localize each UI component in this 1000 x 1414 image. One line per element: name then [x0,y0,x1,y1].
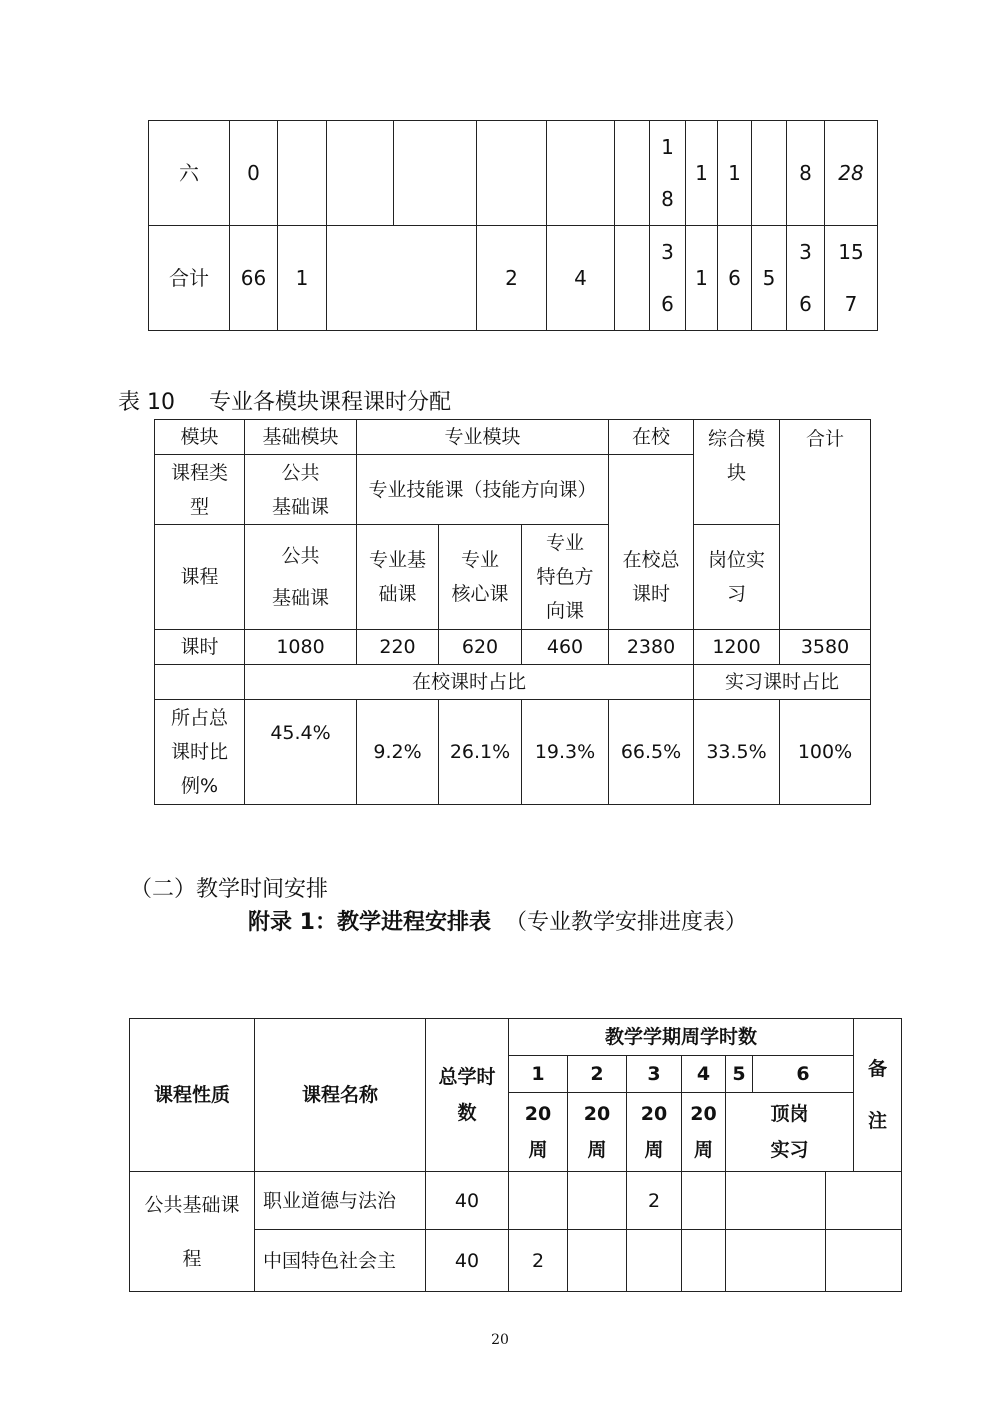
cell: 1 8 [650,121,686,226]
weeks-term-2: 20 周 [568,1093,627,1172]
header-ratio: 所占总 课时比 例% [155,700,245,805]
header-course: 课程 [155,525,245,630]
table-row [155,630,871,665]
cell: 15 7 [825,226,878,331]
term-4: 4 [682,1056,726,1093]
table10-number: 表 10 [118,390,175,415]
table-row [149,121,878,226]
course-nature-public: 公共基础课 程 [130,1172,255,1292]
cell: 460 [522,630,609,665]
weeks-term-1: 20 周 [509,1093,568,1172]
cell: 5 [752,226,787,331]
school-ratio-label: 在校课时占比 [245,665,694,700]
cell: 1 [686,226,718,331]
table10-title: 专业各模块课程课时分配 [209,390,452,415]
cell: 专业 核心课 [439,525,522,630]
table-row [155,700,871,805]
cell: 岗位实 习 [694,525,780,630]
cell: 公共 基础课 [245,525,357,630]
internship-terms: 顶岗 实习 [726,1093,854,1172]
header-weekly-hours: 教学学期周学时数 [509,1019,854,1056]
cell: 专业 特色方 向课 [522,525,609,630]
weeks-term-4: 20 周 [682,1093,726,1172]
table-row [149,226,878,331]
term-3: 3 [627,1056,682,1093]
cell: 33.5% [694,700,780,805]
header-course-nature: 课程性质 [130,1019,255,1172]
header-comp-module: 综合模 块 [694,420,780,525]
row-label-total: 合计 [149,226,230,331]
header-in-school: 在校 [609,420,694,455]
section-heading: （二）教学时间安排 [130,877,329,902]
cell: 9.2% [357,700,439,805]
header-course-type: 课程类 型 [155,455,245,525]
appendix-title-subtitle: （专业教学安排进度表） [504,910,747,935]
cell: 4 [547,226,615,331]
cell: 66 [230,226,278,331]
cell: 28 [825,121,878,226]
page-number: 20 [491,1332,509,1348]
cell: 1 [686,121,718,226]
cell [509,1172,568,1230]
cell [627,1230,682,1292]
header-prof-module: 专业模块 [357,420,609,455]
table-row [130,1019,902,1056]
term-1: 1 [509,1056,568,1093]
appendix-title-bold: 附录 1：教学进程安排表 [248,910,491,935]
cell [568,1172,627,1230]
table-row [155,420,871,455]
course-name: 中国特色社会主 [255,1230,426,1292]
header-basic-module: 基础模块 [245,420,357,455]
header-module: 模块 [155,420,245,455]
cell: 66.5% [609,700,694,805]
cell: 3580 [780,630,871,665]
cell: 26.1% [439,700,522,805]
cell: 2380 [609,630,694,665]
cell: 8 [787,121,825,226]
cell: 620 [439,630,522,665]
cell: 1 [278,226,327,331]
cell: 19.3% [522,700,609,805]
cell: 45.4% [245,700,357,805]
cell: 在校总 课时 [609,525,694,630]
header-total-hours: 总学时 数 [426,1019,509,1172]
term-6: 6 [753,1056,854,1093]
cell: 0 [230,121,278,226]
table-row [155,525,871,630]
cell: 220 [357,630,439,665]
course-name: 职业道德与法治 [255,1172,426,1230]
module-hours-table [154,419,871,805]
cell: 2 [627,1172,682,1230]
appendix-title [248,905,747,936]
cell: 3 6 [787,226,825,331]
course-hours: 40 [426,1172,509,1230]
cell: 专业基 础课 [357,525,439,630]
cell: 100% [780,700,871,805]
header-hours: 课时 [155,630,245,665]
header-note: 备 注 [854,1019,902,1172]
cell: 1080 [245,630,357,665]
term-5: 5 [726,1056,753,1093]
cell: 6 [718,226,752,331]
cell: 专业技能课（技能方向课） [357,455,609,525]
cell: 2 [477,226,547,331]
cell [568,1230,627,1292]
cell: 2 [509,1230,568,1292]
weeks-term-3: 20 周 [627,1093,682,1172]
table-row [130,1172,902,1230]
cell: 1200 [694,630,780,665]
term-2: 2 [568,1056,627,1093]
teaching-schedule-table [129,1018,902,1292]
cell: 3 6 [650,226,686,331]
credit-summary-table [148,120,878,331]
intern-ratio-label: 实习课时占比 [694,665,871,700]
row-label-six: 六 [149,121,230,226]
header-total: 合计 [780,420,871,630]
course-hours: 40 [426,1230,509,1292]
cell: 公共 基础课 [245,455,357,525]
table10-caption [118,385,451,416]
cell: 1 [718,121,752,226]
header-course-name: 课程名称 [255,1019,426,1172]
table-row [155,665,871,700]
